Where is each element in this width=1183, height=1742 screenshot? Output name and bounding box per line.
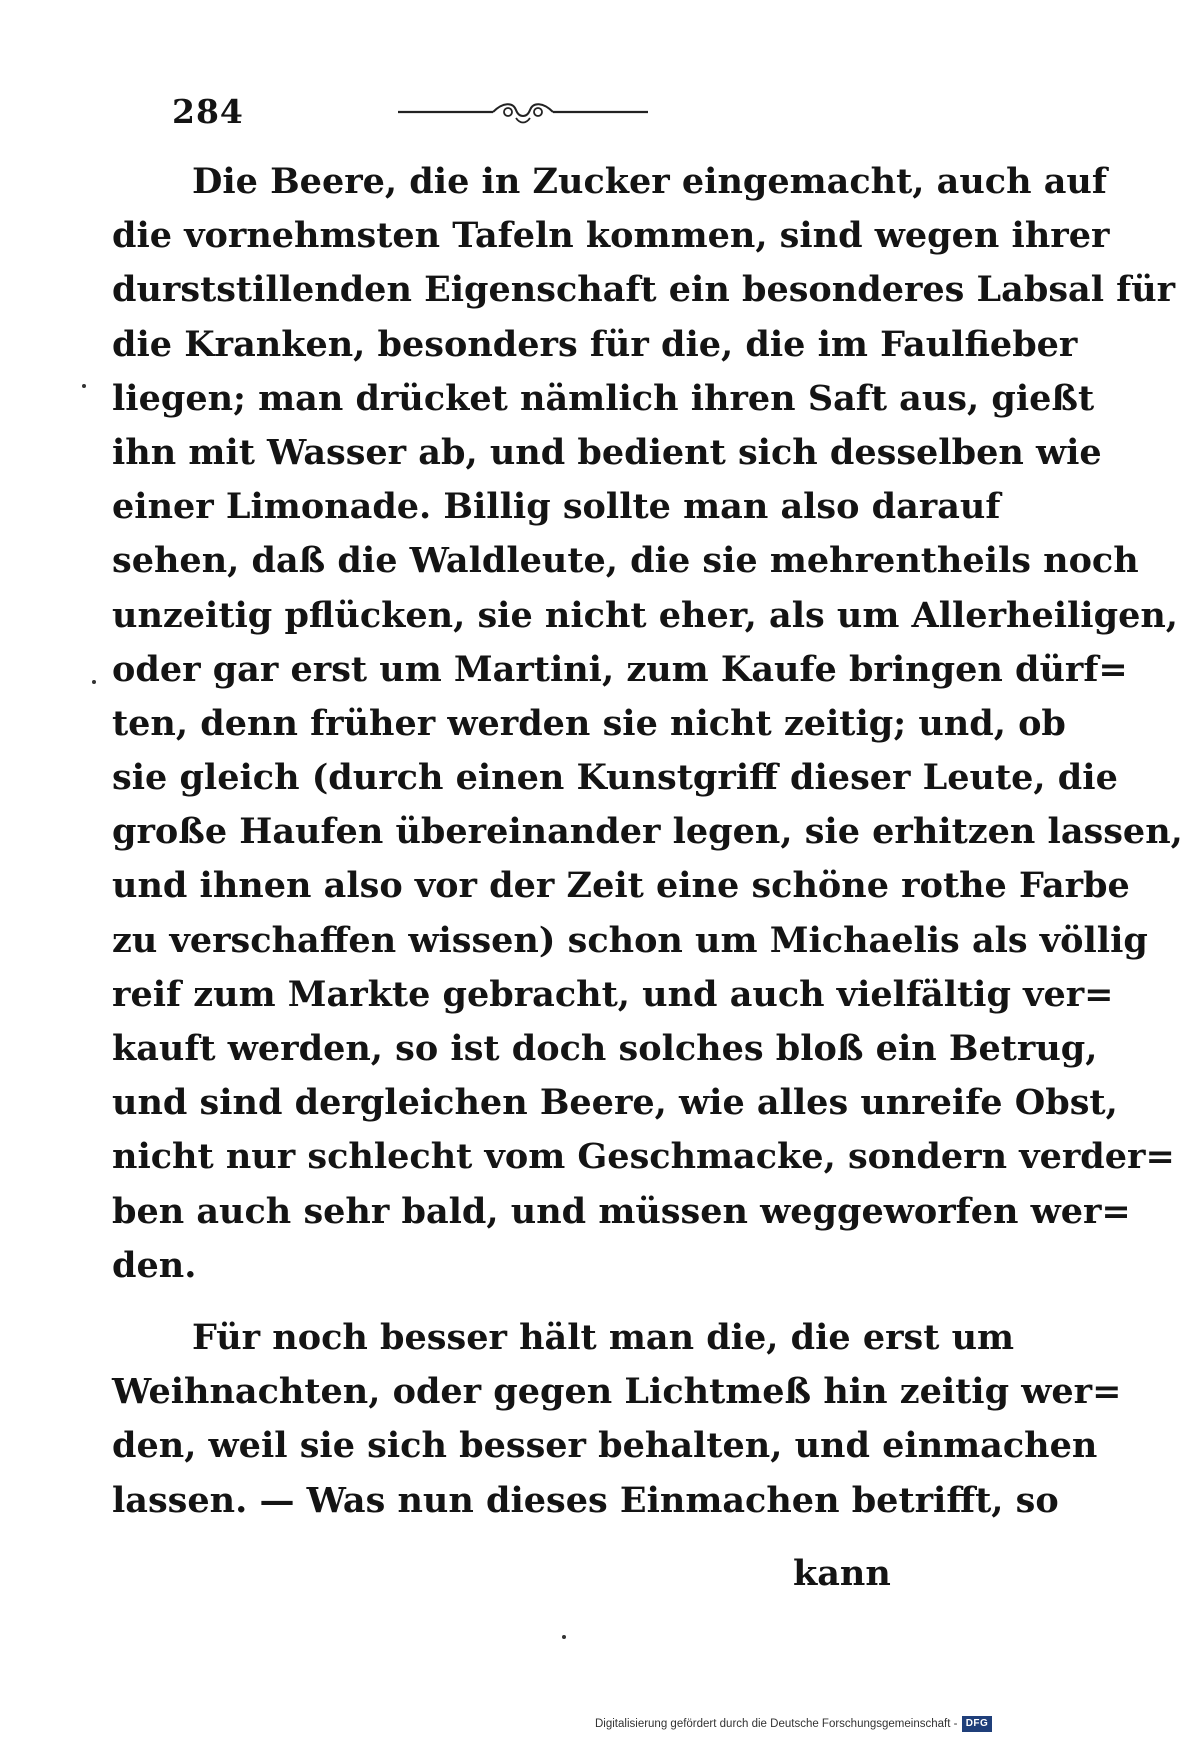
header-ornament-icon (398, 98, 648, 126)
digitization-credit: Digitalisierung gefördert durch die Deutsche Forschungsgemeinschaft - (595, 1718, 958, 1730)
print-speck (562, 1635, 566, 1639)
text-line: reif zum Markte gebracht, und auch vielfältig ver= (112, 973, 1114, 1015)
body-text (112, 155, 1183, 1528)
text-line: Für noch besser hält man die, die erst um (192, 1316, 1015, 1358)
page-header (150, 92, 670, 132)
text-line: den. (112, 1244, 197, 1286)
text-line: sie gleich (durch einen Kunstgriff dieser Leute, die (112, 757, 1118, 799)
text-line: kauft werden, so ist doch solches bloß ein Betrug, (112, 1028, 1098, 1069)
text-line: nicht nur schlecht vom Geschmacke, sondern verder= (112, 1136, 1175, 1178)
text-line: die vornehmsten Tafeln kommen, sind wegen ihrer (112, 215, 1110, 257)
text-line: Weihnachten, oder gegen Lichtmeß hin zeitig wer= (112, 1371, 1122, 1413)
text-line: ihn mit Wasser ab, und bedient sich desselben wie (112, 431, 1102, 473)
text-line: einer Limonade. Billig sollte man also darauf (112, 486, 1001, 528)
text-line: den, weil sie sich besser behalten, und einmachen (112, 1425, 1098, 1467)
print-speck (92, 680, 96, 684)
paragraph-2 (112, 1311, 1122, 1528)
text-line: und ihnen also vor der Zeit eine schöne rothe Farbe (112, 865, 1130, 907)
text-line: große Haufen übereinander legen, sie erhitzen lassen, (112, 811, 1183, 853)
text-line: lassen. — Was nun dieses Einmachen betrifft, so (112, 1479, 1059, 1521)
catchword: kann (793, 1553, 891, 1594)
text-line: sehen, daß die Waldleute, die sie mehrentheils noch (112, 540, 1139, 582)
text-line: oder gar erst um Martini, zum Kaufe bringen dürf= (112, 648, 1128, 690)
text-line: die Kranken, besonders für die, die im Faulfieber (112, 323, 1078, 365)
text-line: unzeitig pflücken, sie nicht eher, als um Allerheiligen, (112, 594, 1178, 636)
text-line: ben auch sehr bald, und müssen weggeworfen wer= (112, 1190, 1131, 1232)
text-line: und sind dergleichen Beere, wie alles unreife Obst, (112, 1082, 1118, 1124)
text-line: ten, denn früher werden sie nicht zeitig; und, ob (112, 702, 1066, 744)
paragraph-1 (112, 155, 1183, 1293)
text-line: liegen; man drücket nämlich ihren Saft aus, gießt (112, 377, 1095, 419)
text-line: durststillenden Eigenschaft ein besonderes Labsal für (112, 269, 1176, 311)
dfg-logo-icon: DFG (962, 1716, 992, 1732)
text-line: zu verschaffen wissen) schon um Michaelis als völlig (112, 919, 1148, 961)
text-line: Die Beere, die in Zucker eingemacht, auch auf (192, 161, 1107, 202)
page-number: 284 (172, 92, 244, 131)
paragraph-gap (112, 1293, 934, 1311)
print-speck (82, 384, 86, 388)
